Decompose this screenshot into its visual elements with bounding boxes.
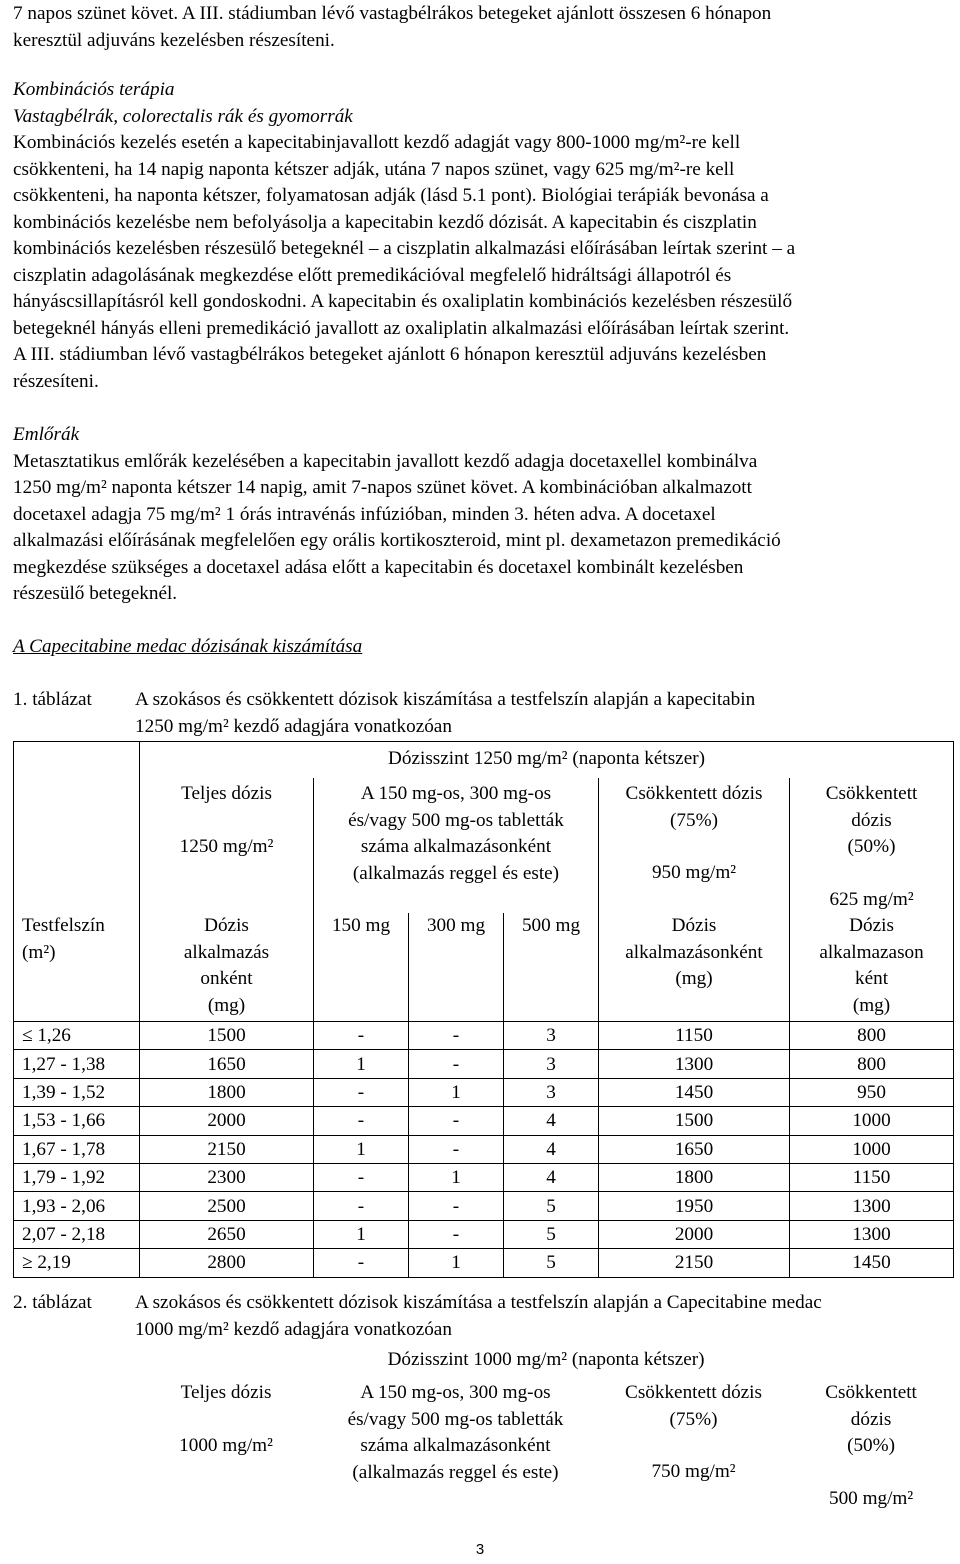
reduced75-label: Csökkentett dózis	[625, 1382, 762, 1403]
table1-label: 1. táblázat	[13, 689, 92, 710]
table1-caption-line: A szokásos és csökkentett dózisok kiszámítása a testfelszín alapján a kapecitabin	[135, 689, 756, 710]
intro-line: 7 napos szünet követ. A III. stádiumban lévő vastagbélrákos betegeket ajánlott összesen 6 hónapon	[13, 3, 772, 24]
paragraph-line: docetaxel adagja 75 mg/m² 1 órás intravénás infúzióban, minden 3. héten adva. A docetaxel	[13, 503, 716, 525]
section-heading: Emlőrák	[13, 424, 80, 445]
table1-group-header: Dózisszint 1250 mg/m² (naponta kétszer)	[140, 742, 954, 779]
reduced75-value: 950 mg/m²	[651, 862, 737, 883]
paragraph-line: részesíteni.	[13, 370, 99, 392]
reduced50-label: Csökkentett	[825, 1382, 917, 1403]
tablets-header: A 150 mg-os, 300 mg-os és/vagy 500 mg-os tabletták száma alkalmazásonként (alkalmazás reggel és este)	[314, 778, 599, 913]
paragraph-line: Metasztatikus emlőrák kezelésében a kapecitabin javallott kezdő adagja docetaxellel kombinálva	[13, 450, 758, 472]
paragraph-line: A III. stádiumban lévő vastagbélrákos betegeket ajánlott 6 hónapon keresztül adjuváns kezelésben	[13, 344, 767, 365]
table-row: 1,53 - 1,66 2000 - - 4 1500 1000	[14, 1107, 954, 1135]
tab150-header: 150 mg	[314, 913, 409, 1022]
tab300-header: 300 mg	[409, 913, 504, 1022]
paragraph-line: kombinációs kezelésben részesülő betegeknél – a ciszplatin alkalmazási előírásában leírtak szerint – a	[13, 238, 796, 259]
table2-label: 2. táblázat	[13, 1292, 92, 1313]
paragraph-line: csökkenteni, ha naponta kétszer, folyamatosan adják (lásd 5.1 pont). Biológiai terápiák bevonása a	[13, 185, 769, 206]
paragraph-line: kombinációs kezelésbe nem befolyásolja a kapecitabin kezdő dózisát. A kapecitabin és ciszplatin	[13, 211, 757, 233]
table-row: 1,93 - 2,06 2500 - - 5 1950 1300	[14, 1192, 954, 1220]
paragraph-line: betegeknél hányás elleni premedikáció javallott az oxaliplatin alkalmazási előírásában leírtak szerint.	[13, 317, 790, 339]
paragraph-line: hányáscsillapításról kell gondoskodni. A kapecitabin és oxaliplatin kombinációs kezelésben részesülő	[13, 291, 793, 312]
table2: Dózisszint 1000 mg/m² (naponta kétszer) Teljes dózis 1000 mg/m² A 150 mg-os, 300 mg-os és/vagy 500 mg-os tabletták száma alkalmazásonként (alkalmazás reggel és este) Csökkentett dózis (75%) 750 mg/m² Csökkentett dózis (50%) 500 mg/m²	[13, 1343, 953, 1537]
full-dose-label: Teljes dózis	[181, 783, 272, 804]
table-row: ≤ 1,26 1500 - - 3 1150 800	[14, 1022, 954, 1050]
table2-caption-line: 1000 mg/m² kezdő adagjára vonatkozóan	[135, 1318, 452, 1340]
breast-cancer-section	[13, 422, 953, 608]
section-subheading: Vastagbélrák, colorectalis rák és gyomorrák	[13, 105, 353, 127]
full-dose-value: 1250 mg/m²	[179, 835, 274, 857]
bsa-unit: (m²)	[22, 941, 56, 963]
intro-paragraph	[13, 1, 953, 54]
table1-caption-line: 1250 mg/m² kezdő adagjára vonatkozóan	[135, 715, 452, 737]
reduced75-value: 750 mg/m²	[651, 1461, 736, 1482]
bsa-label: Testfelszín	[22, 915, 105, 936]
dose-calculation-title	[13, 634, 953, 661]
combination-section	[13, 77, 953, 395]
table2-group-header: Dózisszint 1000 mg/m² (naponta kétszer)	[387, 1349, 705, 1370]
table2-caption-line: A szokásos és csökkentett dózisok kiszámítása a testfelszín alapján a Capecitabine medac	[135, 1292, 822, 1313]
paragraph-line: részesülő betegeknél.	[13, 583, 178, 604]
section-heading: Kombinációs terápia	[13, 79, 175, 100]
table-row: 1,27 - 1,38 1650 1 - 3 1300 800	[14, 1050, 954, 1078]
reduced50-value: 500 mg/m²	[828, 1487, 914, 1509]
paragraph-line: alkalmazási előírásának megfelelően egy orális kortikoszteroid, mint pl. dexametazon premedikáció	[13, 530, 781, 551]
paragraph-line: 1250 mg/m² naponta kétszer 14 napig, amit 7-napos szünet követ. A kombinációban alkalmazott	[13, 477, 752, 498]
table-row: 2,07 - 2,18 2650 1 - 5 2000 1300	[14, 1220, 954, 1248]
reduced50-value: 625 mg/m²	[829, 888, 914, 910]
table-row: 1,39 - 1,52 1800 - 1 3 1450 950	[14, 1078, 954, 1106]
paragraph-line: csökkenteni, ha 14 napig naponta kétszer adják, utána 7 napos szünet, vagy 625 mg/m²-re kell	[13, 158, 735, 180]
table-row: 1,79 - 1,92 2300 - 1 4 1800 1150	[14, 1163, 954, 1191]
tablets-header: A 150 mg-os, 300 mg-os és/vagy 500 mg-os tabletták száma alkalmazásonként (alkalmazás reggel és este)	[347, 1382, 564, 1483]
full-dose-value: 1000 mg/m²	[179, 1434, 273, 1456]
paragraph-line: ciszplatin adagolásának megkezdése előtt premedikációval megfelelő hidráltsági állapotról és	[13, 264, 732, 286]
full-dose-label: Teljes dózis	[180, 1382, 272, 1403]
page-number: 3	[475, 1541, 485, 1558]
table-row: ≥ 2,19 2800 - 1 5 2150 1450	[14, 1249, 954, 1277]
intro-line: keresztül adjuváns kezelésben részesíteni.	[13, 29, 335, 51]
paragraph-line: Kombinációs kezelés esetén a kapecitabinjavallott kezdő adagját vagy 800-1000 mg/m²-re kell	[13, 132, 741, 153]
table1: Dózisszint 1250 mg/m² (naponta kétszer) Teljes dózis 1250 mg/m² A 150 mg-os, 300 mg-os és/vagy 500 mg-os tabletták száma alkalmazásonként (alkalmazás reggel és este) Csökkentett dózis (75%) 950 mg/m² Csökkentett dózis (50%) 625 mg/m² Testfelszín (m²) Dózis alkalmazás onként (mg) 150 mg 300 mg 500 mg Dózis alkalmazásonként (mg) Dózis alkalmazason ként (mg) ≤ 1,26 1500 - - 3 1150 800 1,27 - 1,38 1650 1 - 3 1300 800 1,39 - 1,52 1800 - 1 3 1450 950 1,53 - 1,66 2000 - - 4 1500 1000 1,67 - 1,78 2150 1 - 4 1650 1000 1,79 - 1,92 2300 - 1 4 1800 1150 1,93 - 2,06 2500 - - 5 1950 1300 2,07 - 2,18 2650 1 - 5 2000 1300 ≥ 2,19 2800 - 1 5 2150 1450	[13, 741, 954, 1278]
section-title: A Capecitabine medac dózisának kiszámítása	[13, 636, 363, 657]
reduced75-label: Csökkentett dózis	[625, 783, 763, 804]
paragraph-line: megkezdése szükséges a docetaxel adása előtt a kapecitabin és docetaxel kombinált kezelésben	[13, 556, 744, 578]
tab500-header: 500 mg	[504, 913, 599, 1022]
table-row: 1,67 - 1,78 2150 1 - 4 1650 1000	[14, 1135, 954, 1163]
reduced50-label: Csökkentett	[825, 783, 918, 804]
